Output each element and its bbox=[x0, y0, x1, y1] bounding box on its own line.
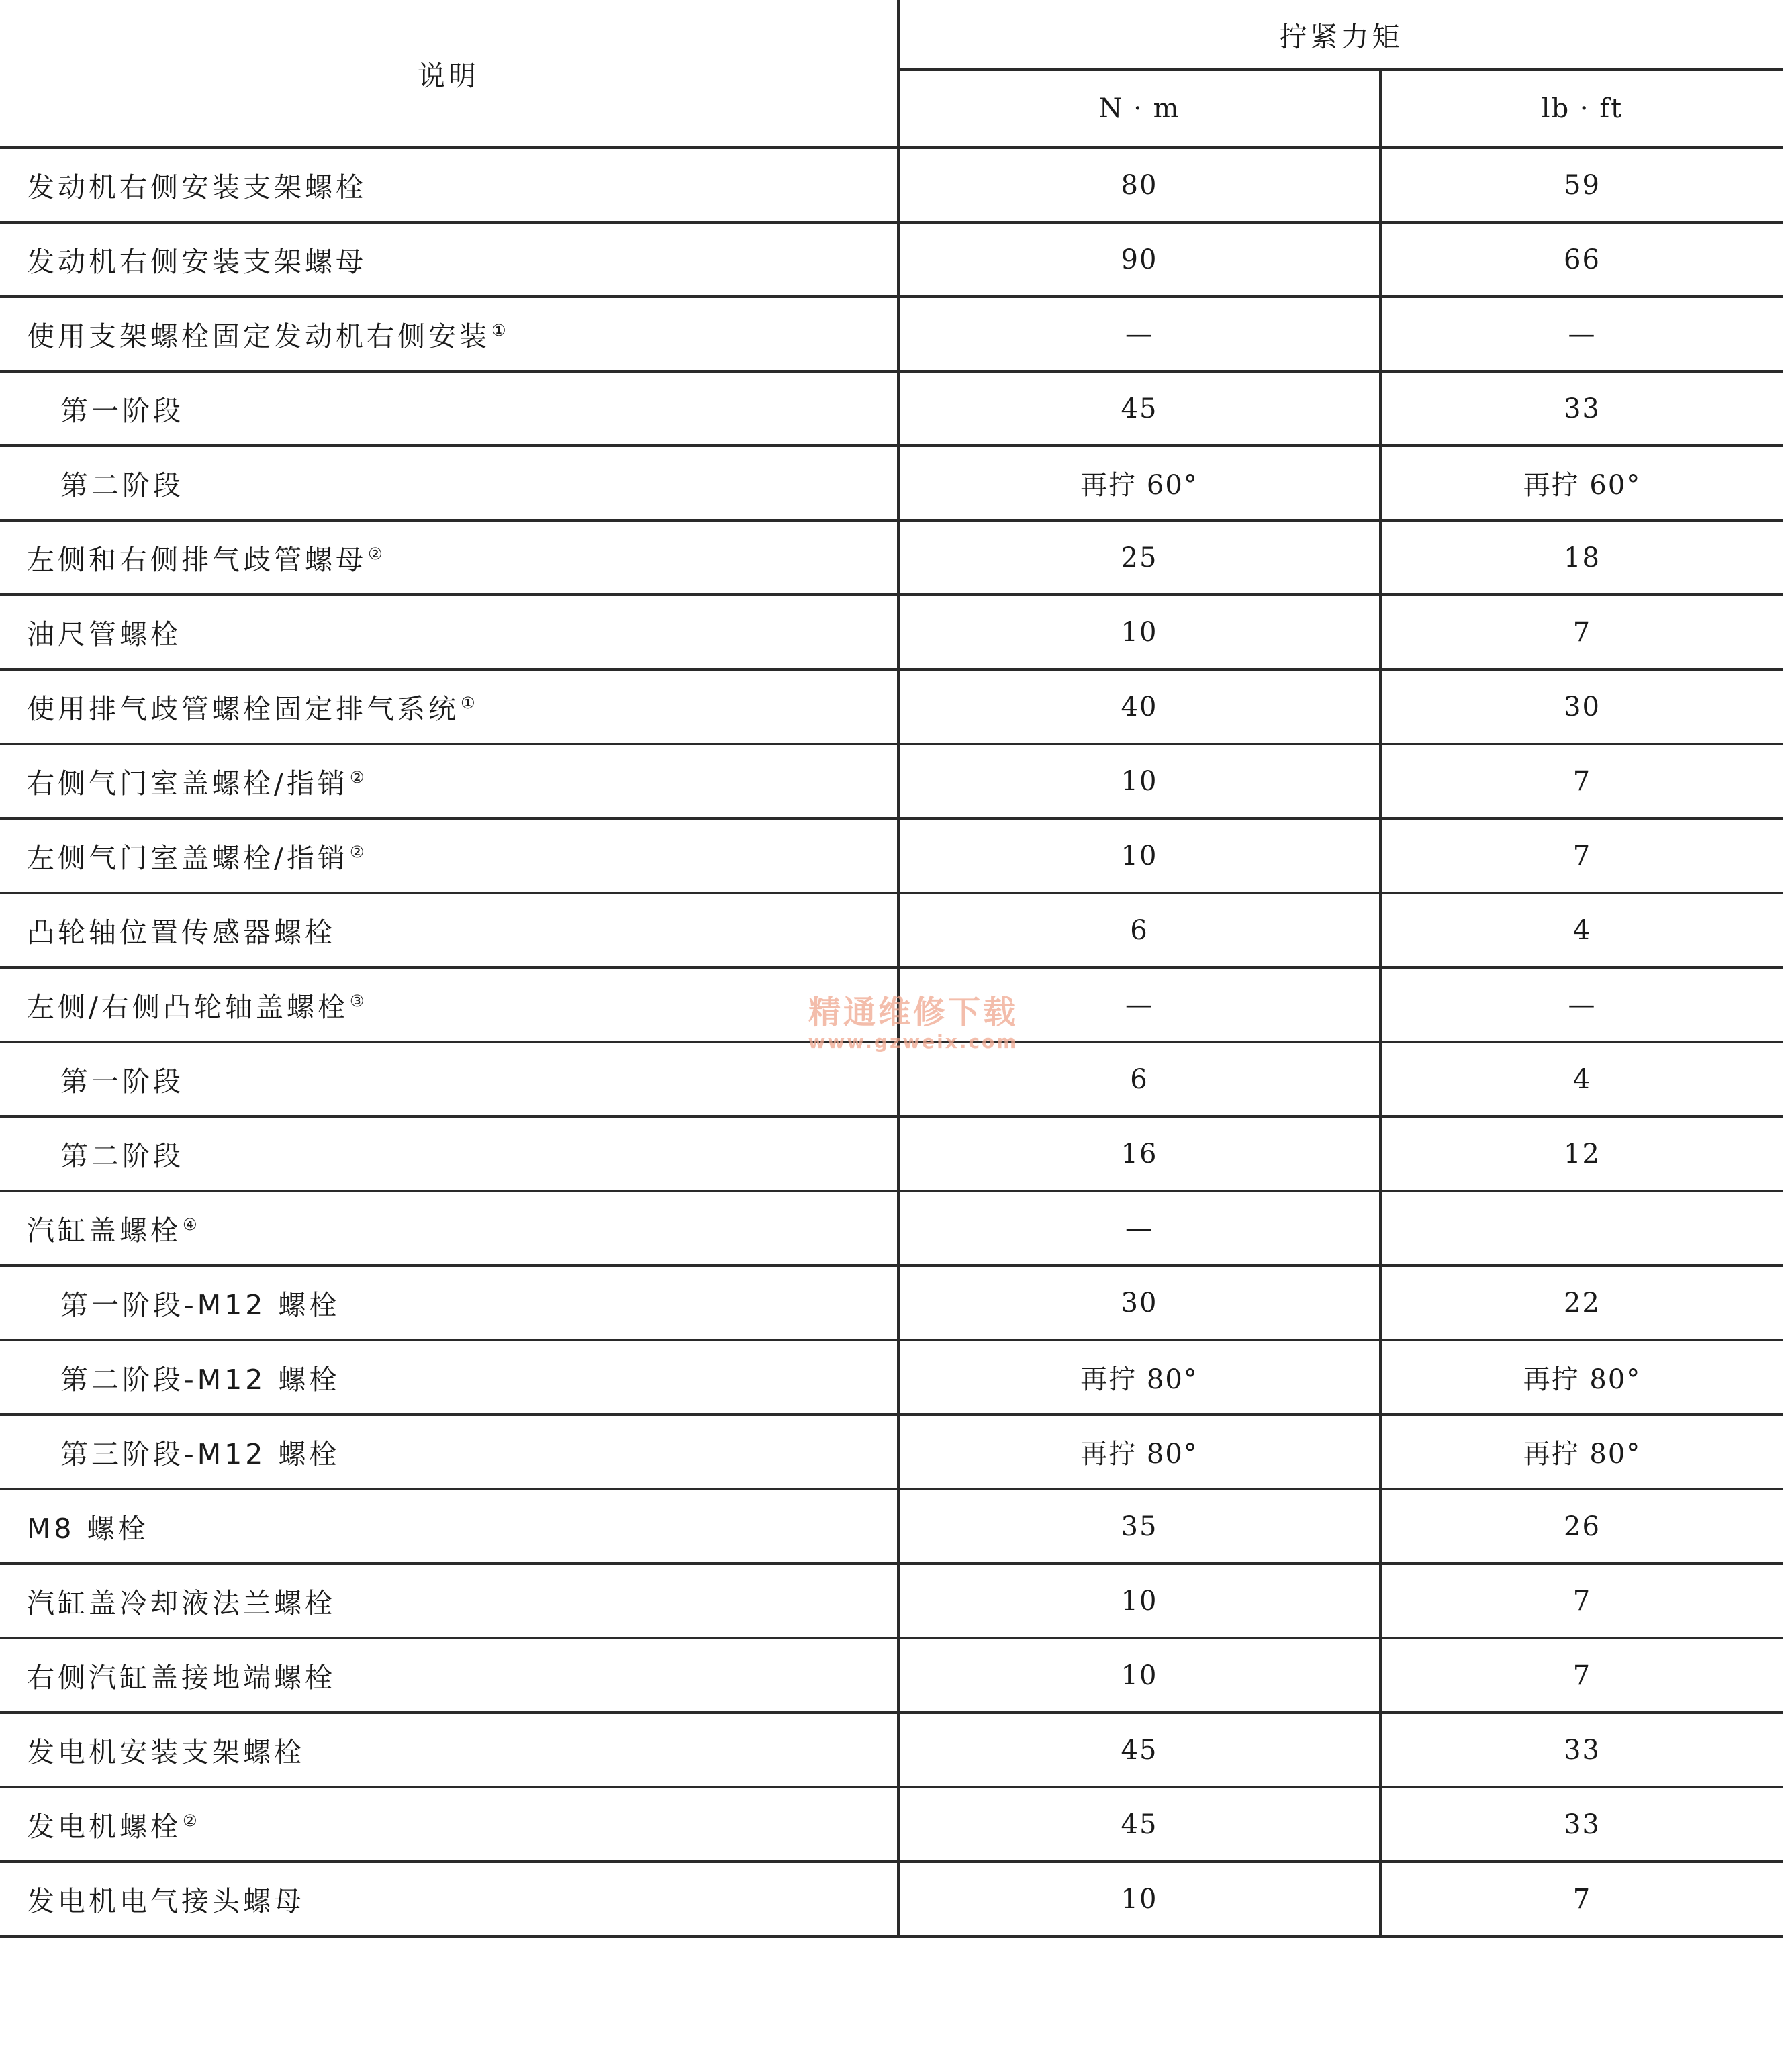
row-value-nm: 再拧 80° bbox=[898, 1340, 1380, 1415]
table-row bbox=[0, 893, 1783, 967]
footnote-marker: ② bbox=[368, 544, 383, 564]
footnote-marker: ② bbox=[349, 768, 365, 787]
row-description-text: 第二阶段 bbox=[60, 469, 184, 501]
row-description bbox=[0, 1191, 898, 1265]
row-description bbox=[0, 371, 898, 446]
row-description bbox=[0, 1116, 898, 1191]
row-description-text: 发电机安装支架螺栓 bbox=[27, 1736, 305, 1768]
table-row bbox=[0, 1340, 1783, 1415]
table-row bbox=[0, 967, 1783, 1042]
row-description bbox=[0, 669, 898, 744]
row-description-text: 汽缸盖螺栓 bbox=[27, 1214, 181, 1247]
row-value-nm: — bbox=[898, 297, 1380, 371]
row-description bbox=[0, 222, 898, 297]
row-description-text: 第一阶段-M12 螺栓 bbox=[60, 1289, 340, 1321]
row-description bbox=[0, 1415, 898, 1489]
row-value-lbft: 18 bbox=[1380, 520, 1783, 595]
row-value-lbft: 33 bbox=[1380, 371, 1783, 446]
row-value-lbft: 7 bbox=[1380, 595, 1783, 669]
row-value-nm: — bbox=[898, 967, 1380, 1042]
row-description bbox=[0, 967, 898, 1042]
footnote-marker: ③ bbox=[349, 992, 365, 1011]
row-description-text: 第一阶段 bbox=[60, 1065, 184, 1098]
row-value-lbft: 66 bbox=[1380, 222, 1783, 297]
row-description-text: M8 螺栓 bbox=[27, 1513, 149, 1545]
row-value-lbft: 33 bbox=[1380, 1713, 1783, 1787]
row-value-lbft: 再拧 80° bbox=[1380, 1415, 1783, 1489]
footnote-marker: ① bbox=[461, 693, 475, 713]
row-description bbox=[0, 1862, 898, 1936]
row-description bbox=[0, 595, 898, 669]
row-value-nm: 再拧 80° bbox=[898, 1415, 1380, 1489]
row-description-text: 发动机右侧安装支架螺栓 bbox=[27, 171, 367, 203]
row-description-text: 左侧/右侧凸轮轴盖螺栓 bbox=[27, 991, 348, 1023]
table-row bbox=[0, 744, 1783, 818]
row-description-text: 发电机电气接头螺母 bbox=[27, 1885, 305, 1917]
row-description bbox=[0, 148, 898, 222]
row-value-lbft: 再拧 80° bbox=[1380, 1340, 1783, 1415]
row-value-nm: 10 bbox=[898, 1862, 1380, 1936]
row-value-nm: 10 bbox=[898, 595, 1380, 669]
row-description bbox=[0, 1042, 898, 1116]
row-description-text: 汽缸盖冷却液法兰螺栓 bbox=[27, 1587, 336, 1619]
row-description bbox=[0, 1638, 898, 1713]
table-row bbox=[0, 818, 1783, 893]
row-description-text: 左侧和右侧排气歧管螺母 bbox=[27, 544, 367, 576]
row-value-lbft: 4 bbox=[1380, 1042, 1783, 1116]
row-description bbox=[0, 1713, 898, 1787]
row-value-nm: 16 bbox=[898, 1116, 1380, 1191]
footnote-marker: ① bbox=[491, 321, 506, 340]
row-description-text: 右侧气门室盖螺栓/指销 bbox=[27, 767, 348, 800]
header-unit-lbft: lb · ft bbox=[1380, 70, 1783, 148]
row-value-lbft: 7 bbox=[1380, 818, 1783, 893]
row-value-nm: 10 bbox=[898, 818, 1380, 893]
row-value-nm: 再拧 60° bbox=[898, 446, 1380, 520]
watermark-url: www.gzweix.com bbox=[808, 1031, 1019, 1053]
row-value-nm: 30 bbox=[898, 1265, 1380, 1340]
row-description bbox=[0, 744, 898, 818]
row-value-lbft: 30 bbox=[1380, 669, 1783, 744]
table-row bbox=[0, 1787, 1783, 1862]
row-value-lbft: 33 bbox=[1380, 1787, 1783, 1862]
row-description bbox=[0, 1787, 898, 1862]
row-description-text: 第一阶段 bbox=[60, 395, 184, 427]
row-description-text: 右侧汽缸盖接地端螺栓 bbox=[27, 1662, 336, 1694]
row-value-lbft bbox=[1380, 1191, 1783, 1265]
row-value-nm: 6 bbox=[898, 893, 1380, 967]
row-description bbox=[0, 446, 898, 520]
row-value-lbft: — bbox=[1380, 967, 1783, 1042]
row-description bbox=[0, 893, 898, 967]
row-value-nm: 80 bbox=[898, 148, 1380, 222]
table-body bbox=[0, 148, 1783, 1936]
table-row bbox=[0, 669, 1783, 744]
table-row bbox=[0, 446, 1783, 520]
row-description-text: 左侧气门室盖螺栓/指销 bbox=[27, 842, 348, 874]
row-description bbox=[0, 1265, 898, 1340]
table-row bbox=[0, 1862, 1783, 1936]
row-description bbox=[0, 818, 898, 893]
table-row bbox=[0, 1564, 1783, 1638]
footnote-marker: ④ bbox=[183, 1215, 197, 1235]
table-row bbox=[0, 1265, 1783, 1340]
table-row bbox=[0, 148, 1783, 222]
table-row bbox=[0, 1191, 1783, 1265]
row-description-text: 发动机右侧安装支架螺母 bbox=[27, 246, 367, 278]
header-description: 说明 bbox=[0, 0, 898, 148]
row-description bbox=[0, 1489, 898, 1564]
table-row bbox=[0, 520, 1783, 595]
footnote-marker: ② bbox=[349, 843, 365, 862]
row-value-lbft: 22 bbox=[1380, 1265, 1783, 1340]
row-value-nm: 10 bbox=[898, 1638, 1380, 1713]
row-value-lbft: — bbox=[1380, 297, 1783, 371]
row-description-text: 第二阶段-M12 螺栓 bbox=[60, 1364, 340, 1396]
row-value-lbft: 再拧 60° bbox=[1380, 446, 1783, 520]
row-value-nm: 10 bbox=[898, 744, 1380, 818]
row-value-nm: 35 bbox=[898, 1489, 1380, 1564]
row-value-lbft: 12 bbox=[1380, 1116, 1783, 1191]
row-value-lbft: 4 bbox=[1380, 893, 1783, 967]
row-value-nm: 10 bbox=[898, 1564, 1380, 1638]
row-description bbox=[0, 1340, 898, 1415]
table-row bbox=[0, 1116, 1783, 1191]
table-header bbox=[0, 0, 1783, 148]
row-description bbox=[0, 1564, 898, 1638]
table-row bbox=[0, 1415, 1783, 1489]
row-value-lbft: 7 bbox=[1380, 1564, 1783, 1638]
header-unit-nm: N · m bbox=[898, 70, 1380, 148]
table-row bbox=[0, 1489, 1783, 1564]
row-value-nm: 45 bbox=[898, 1713, 1380, 1787]
table-row bbox=[0, 1638, 1783, 1713]
row-value-nm: 25 bbox=[898, 520, 1380, 595]
row-value-lbft: 26 bbox=[1380, 1489, 1783, 1564]
table-row bbox=[0, 297, 1783, 371]
row-description-text: 使用支架螺栓固定发动机右侧安装 bbox=[27, 320, 490, 352]
row-value-nm: 45 bbox=[898, 1787, 1380, 1862]
row-value-nm: 40 bbox=[898, 669, 1380, 744]
table-row bbox=[0, 1042, 1783, 1116]
row-value-nm: 6 bbox=[898, 1042, 1380, 1116]
row-description-text: 第三阶段-M12 螺栓 bbox=[60, 1438, 340, 1470]
row-description-text: 凸轮轴位置传感器螺栓 bbox=[27, 916, 336, 949]
table-row bbox=[0, 595, 1783, 669]
table-row bbox=[0, 371, 1783, 446]
row-description-text: 发电机螺栓 bbox=[27, 1811, 181, 1843]
row-value-nm: 45 bbox=[898, 371, 1380, 446]
row-value-nm: 90 bbox=[898, 222, 1380, 297]
row-value-lbft: 59 bbox=[1380, 148, 1783, 222]
row-description bbox=[0, 297, 898, 371]
watermark-name: 精通维修下载 bbox=[808, 994, 1018, 1031]
row-description-text: 第二阶段 bbox=[60, 1140, 184, 1172]
table-row bbox=[0, 1713, 1783, 1787]
row-description-text: 使用排气歧管螺栓固定排气系统 bbox=[27, 693, 459, 725]
row-description-text: 油尺管螺栓 bbox=[27, 618, 181, 651]
table-row bbox=[0, 222, 1783, 297]
row-value-nm: — bbox=[898, 1191, 1380, 1265]
header-torque: 拧紧力矩 bbox=[898, 0, 1783, 70]
row-description bbox=[0, 520, 898, 595]
row-value-lbft: 7 bbox=[1380, 744, 1783, 818]
row-value-lbft: 7 bbox=[1380, 1638, 1783, 1713]
row-value-lbft: 7 bbox=[1380, 1862, 1783, 1936]
footnote-marker: ② bbox=[183, 1811, 197, 1831]
